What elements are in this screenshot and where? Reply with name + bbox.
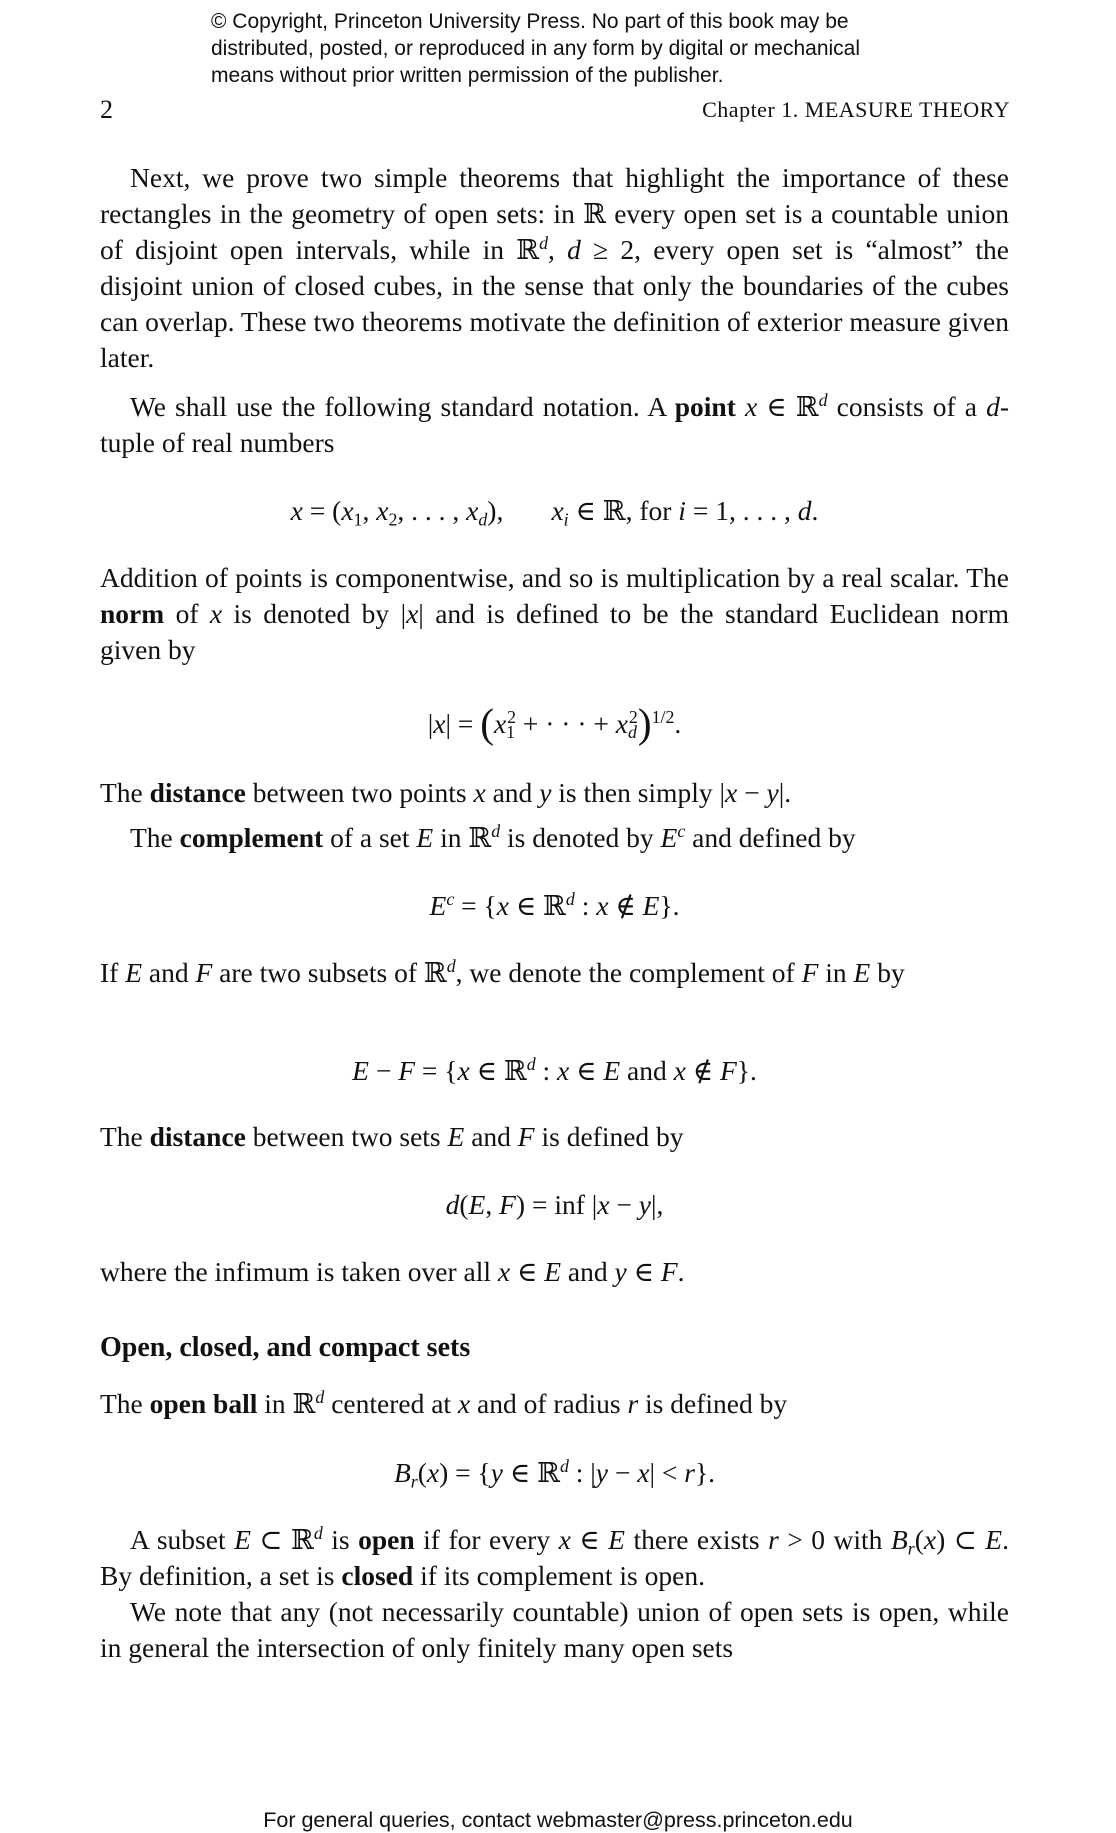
paragraph-complement: The complement of a set E in ℝ$^d$ is denoted by $E^c$ and defined by — [130, 821, 856, 853]
copyright-line: means without prior written permission of the publisher. — [211, 64, 724, 87]
equation-norm: $|x| = (x_1^2$ + · · · + $x_d^2)^{1/2}$. — [427, 700, 682, 746]
paragraph-point-distance: The distance between two points x and y is then simply |x − y|. — [100, 777, 792, 808]
section-title: Open, closed, and compact sets — [100, 1332, 471, 1363]
footer-contact: For general queries, contact webmaster@press.princeton.edu — [263, 1808, 853, 1832]
copyright-line: © Copyright, Princeton University Press. No part of this book may be — [211, 10, 849, 33]
equation-open-ball: $B_r(x) = \{y$ ∈ ℝ$^d$ : |y − x| < r}. — [393, 1456, 716, 1492]
equation-set-distance: d(E, F) = inf |x − y|, — [445, 1189, 664, 1220]
equation-difference: E − F = {x ∈ ℝ$^d$ : x ∈ E and x ∉ F}. — [352, 1054, 757, 1086]
copyright-notice — [211, 8, 860, 89]
equation-point: $x = (x_1$, $x_2$, . . . , $x_d$), $x_i$ ∈ ℝ, for i = 1, . . . , d. — [290, 495, 819, 530]
paragraph-open-closed: A subset E ⊂ ℝ$^d$ is open if for every x ∈ E there exists r > 0 with $B_r(x)$ ⊂ E. By definition, a set is closed if its complement is open. — [100, 1523, 1009, 1591]
running-head: Chapter 1. MEASURE THEORY — [702, 97, 1010, 122]
paragraph-infimum: where the infimum is taken over all x ∈ E and y ∈ F. — [100, 1256, 685, 1287]
paragraph-intro: Next, we prove two simple theorems that highlight the importance of these rectangles in the geometry of open sets: in ℝ every open set is a countable union of disjoint open intervals, while in ℝ$^d$, d ≥ 2, every open set is “almost” the disjoint union of closed cubes, in the sense that only the boundaries of the cubes can overlap. These two theorems motivate the definition of exterior measure given later. — [100, 162, 1009, 373]
paragraph-set-difference: If E and F are two subsets of ℝ$^d$, we denote the complement of F in E by — [100, 956, 905, 988]
equation-complement: $E^c = \{x$ ∈ ℝ$^d$ : x ∉ E}. — [429, 889, 680, 921]
paragraph-set-distance: The distance between two sets E and F is defined by — [100, 1121, 684, 1152]
page-number: 2 — [100, 95, 113, 124]
copyright-line: distributed, posted, or reproduced in any form by digital or mechanical — [211, 37, 861, 60]
paragraph-norm: Addition of points is componentwise, and so is multiplication by a real scalar. The norm of x is denoted by |x| and is defined to be the standard Euclidean norm given by — [100, 562, 1009, 665]
paragraph-unions: We note that any (not necessarily countable) union of open sets is open, while in general the intersection of only finitely many open sets — [100, 1596, 1009, 1663]
paragraph-open-ball: The open ball in ℝ$^d$ centered at x and of radius r is defined by — [100, 1387, 788, 1419]
paragraph-point-notation: We shall use the following standard notation. A point x ∈ ℝ$^d$ consists of a d-tuple of real numbers — [100, 390, 1009, 458]
